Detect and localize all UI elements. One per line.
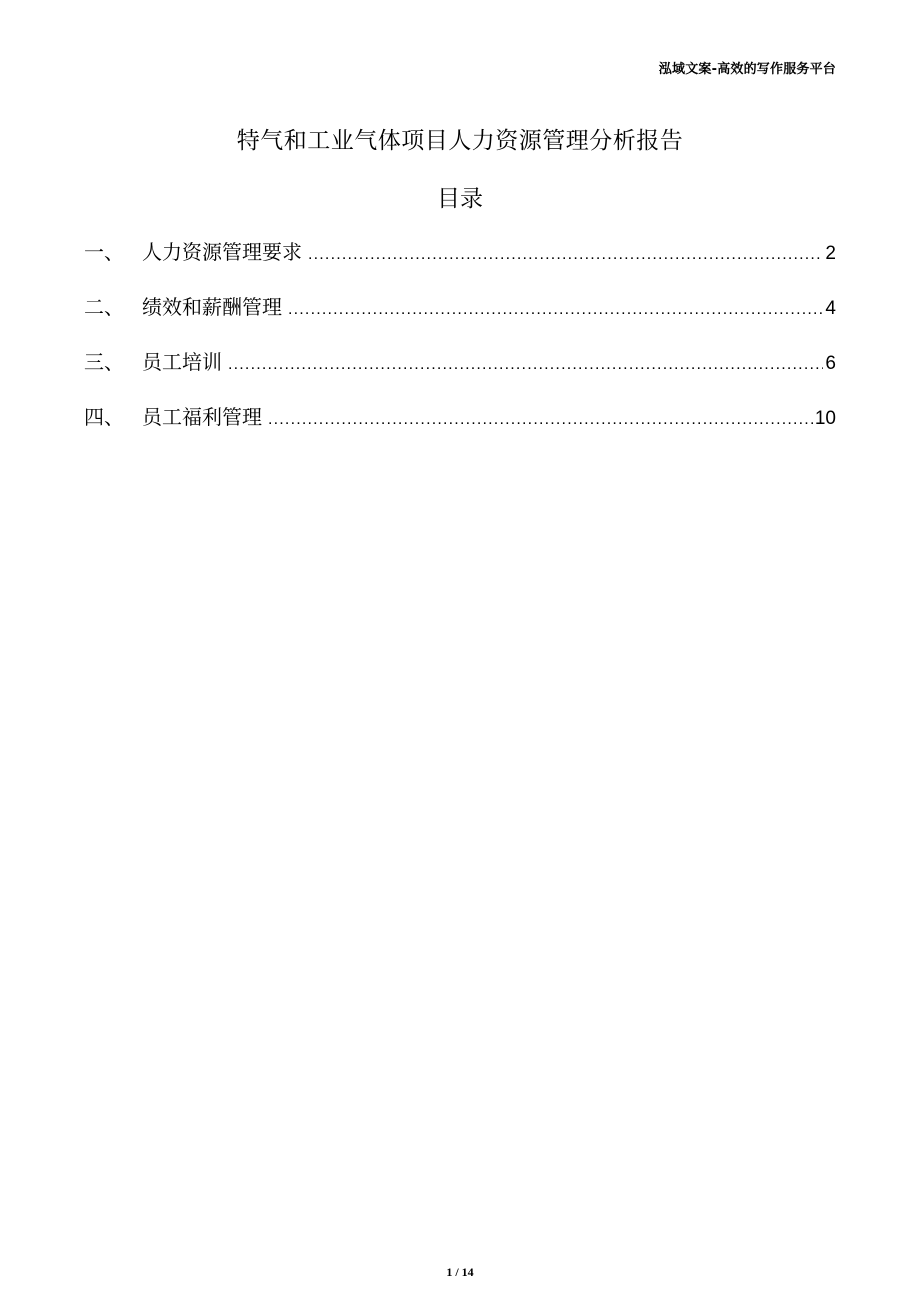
toc-entry-page: 6 [825, 353, 836, 374]
page-number-footer: 1 / 14 [446, 1265, 474, 1279]
toc-entry[interactable] [84, 346, 836, 401]
toc-entry[interactable] [84, 236, 836, 291]
toc-entry-page: 10 [814, 408, 836, 429]
header-note: 泓域文案-高效的写作服务平台 [658, 62, 836, 77]
table-of-contents [84, 236, 836, 456]
document-title: 特气和工业气体项目人力资源管理分析报告 [236, 128, 684, 154]
toc-dot-leader [268, 411, 813, 429]
toc-entry[interactable] [84, 401, 836, 456]
toc-entry[interactable] [84, 291, 836, 346]
toc-entry-title: 绩效和薪酬管理 [142, 295, 282, 319]
toc-dot-leader [228, 356, 823, 374]
toc-dot-leader [308, 246, 823, 264]
toc-entry-number: 一、 [84, 240, 124, 264]
toc-heading: 目录 [437, 186, 483, 212]
toc-dot-leader [288, 301, 823, 319]
toc-entry-number: 二、 [84, 295, 124, 319]
toc-entry-page: 4 [825, 298, 836, 319]
toc-entry-number: 三、 [84, 350, 124, 374]
toc-entry-number: 四、 [84, 405, 124, 429]
toc-entry-title: 员工培训 [142, 350, 222, 374]
toc-entry-title: 员工福利管理 [142, 405, 262, 429]
toc-entry-title: 人力资源管理要求 [142, 240, 302, 264]
toc-entry-page: 2 [825, 243, 836, 264]
